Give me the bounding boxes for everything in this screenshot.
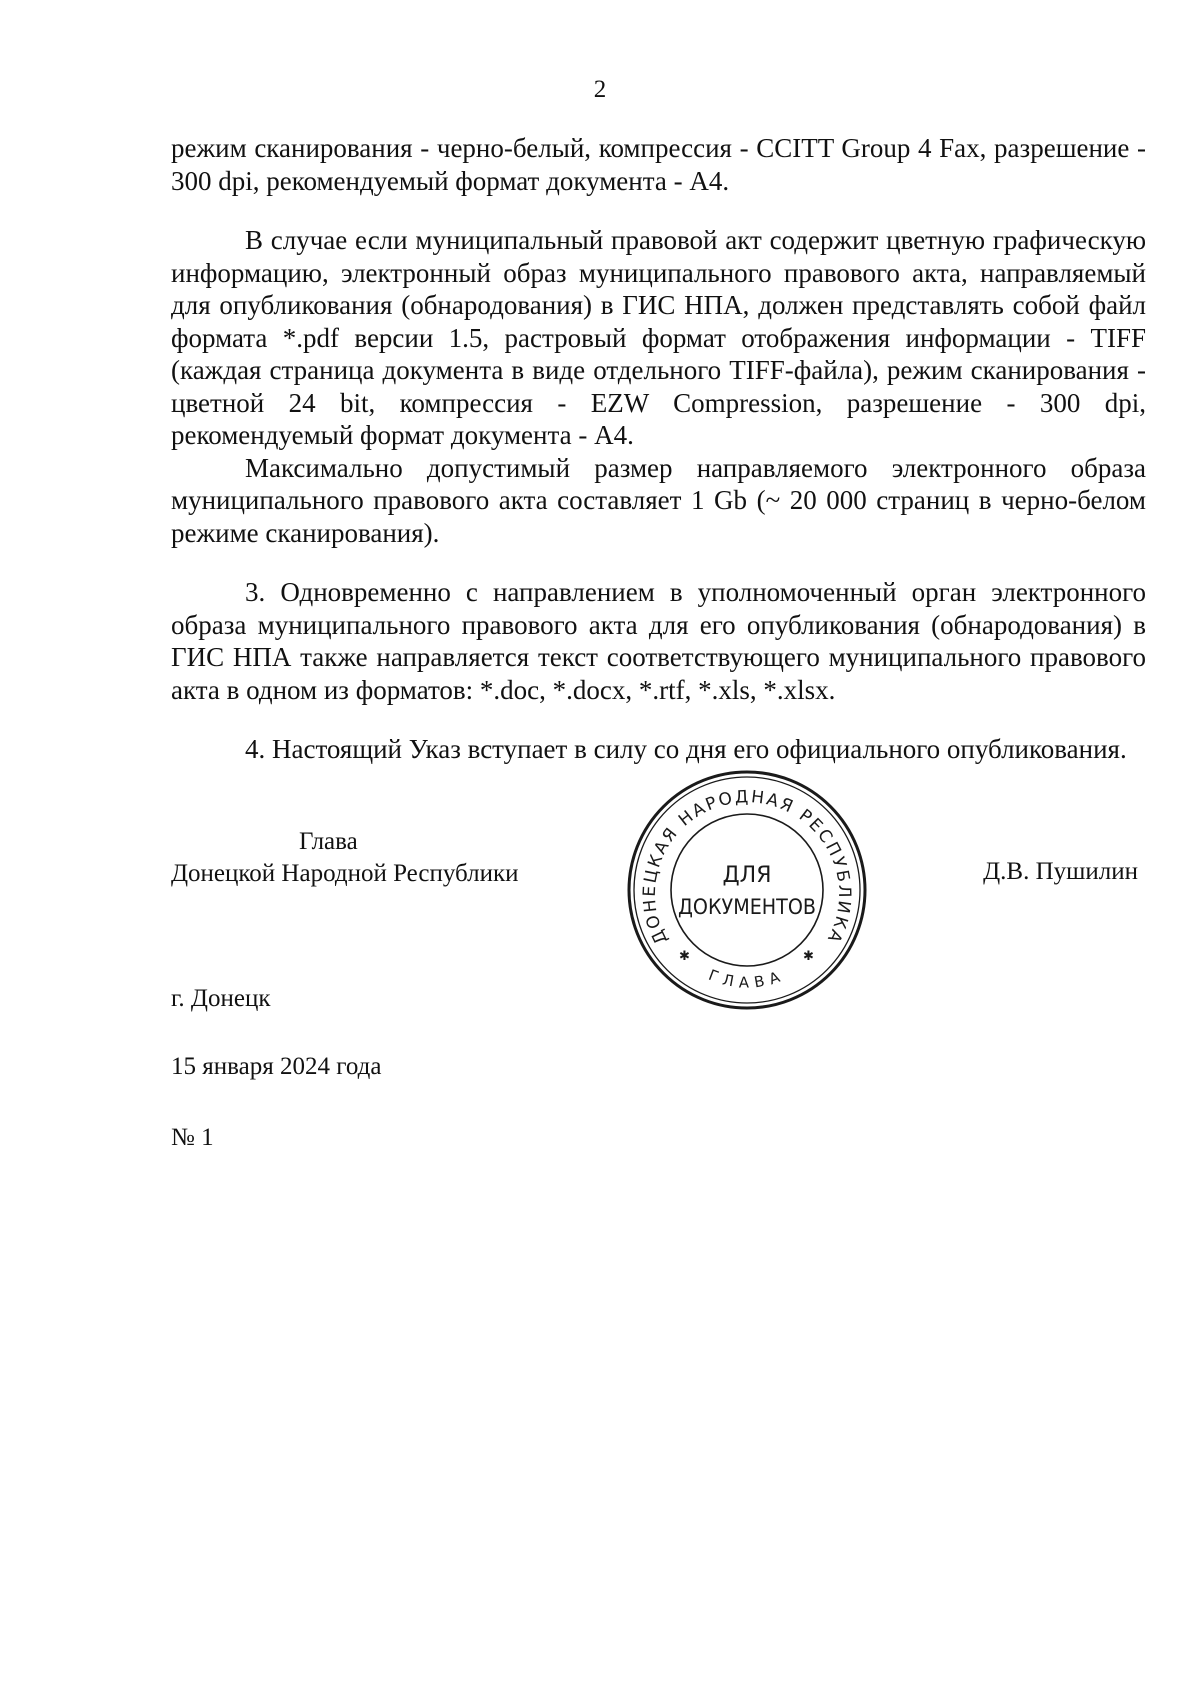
- seal-center-line1: ДЛЯ: [722, 863, 772, 888]
- paragraph-item-4: 4. Настоящий Указ вступает в силу со дня его официального опубликования.: [245, 734, 1127, 764]
- document-number: № 1: [171, 1124, 214, 1151]
- signatory-title: [171, 826, 519, 890]
- page-number: 2: [593, 76, 607, 103]
- seal-ring-text: ДОНЕЦКАЯ НАРОДНАЯ РЕСПУБЛИКА: [639, 787, 855, 948]
- signatory-title-line2: Донецкой Народной Республики: [171, 860, 519, 887]
- paragraph-color-info: В случае если муниципальный правовой акт содержит цветную графическую информацию, электронный образ муниципального правового акта, направляемый для опубликования (обнародования) в ГИС НПА, должен представлять собой файл формата *.pdf версии 1.5, растровый формат отображения информации - TIFF (каждая страница документа в виде отдельного TIFF-файла), режим сканирования - цветной 24 bit, компрессия - EZW Compression, разрешение - 300 dpi, рекомендуемый формат документа - А4.: [171, 225, 1146, 450]
- seal-middle-ring: [634, 777, 860, 1003]
- seal-bottom-text: ГЛАВА: [706, 965, 788, 992]
- paragraph-max-size: Максимально допустимый размер направляемого электронного образа муниципального правового акта составляет 1 Gb (~ 20 000 страниц в черно-белом режиме сканирования).: [171, 452, 1146, 548]
- signatory-name: Д.В. Пушилин: [983, 858, 1138, 885]
- seal-star-left: ✱: [679, 949, 690, 964]
- signatory-title-line1: Глава: [299, 828, 358, 855]
- paragraph-item-3: 3. Одновременно с направлением в уполномоченный орган электронного образа муниципального правового акта для его опубликования (обнародования) в ГИС НПА также направляется текст соответствующего муниципального правового акта в одном из форматов: *.doc, *.docx, *.rtf, *.xls, *.xlsx.: [171, 577, 1146, 705]
- document-date: 15 января 2024 года: [171, 1053, 382, 1080]
- seal-outer-ring: [629, 772, 865, 1008]
- document-body: [171, 132, 1146, 766]
- seal-center-line2: ДОКУМЕНТОВ: [678, 895, 816, 919]
- seal-star-right: ✱: [803, 949, 814, 964]
- document-place: г. Донецк: [171, 985, 271, 1012]
- seal-inner-ring: [671, 814, 823, 966]
- paragraph-scan-mode: режим сканирования - черно-белый, компрессия - CCITT Group 4 Fax, разрешение - 300 dpi, рекомендуемый формат документа - А4.: [171, 133, 1146, 196]
- official-seal: [627, 770, 867, 1010]
